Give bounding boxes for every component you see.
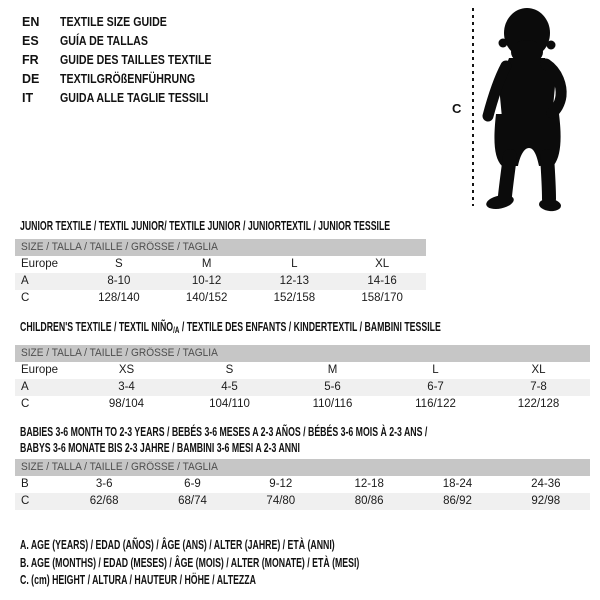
table-cell: M [201, 258, 212, 270]
height-measure-label: C [452, 101, 462, 116]
language-row [22, 89, 238, 108]
junior-section-title: JUNIOR TEXTILE / TEXTIL JUNIOR/ TEXTILE JUNIOR / JUNIORTEXTIL / JUNIOR TESSILE [20, 219, 391, 233]
row-label: C [21, 292, 30, 304]
row-label: B [21, 478, 29, 490]
table-cell: 18-24 [442, 478, 473, 490]
table-cell: 24-36 [531, 478, 561, 490]
table-cell: 9-12 [269, 478, 293, 490]
table-cell: XL [531, 364, 546, 376]
table-cell: 74/80 [266, 495, 296, 507]
language-title-block [22, 13, 238, 108]
table-cell: M [327, 364, 338, 376]
table-cell: 7-8 [530, 381, 547, 393]
table-cell: 86/92 [443, 495, 472, 507]
size-table-header-label: SIZE / TALLA / TAILLE / GRÖSSE / TAGLIA [21, 347, 218, 359]
legend-line-a: A. AGE (YEARS) / EDAD (AÑOS) / ÂGE (ANS) / ALTER (JAHRE) / ETÀ (ANNI) [20, 538, 335, 552]
children-title-sub: /A [173, 325, 180, 335]
children-title-pre: CHILDREN'S TEXTILE / TEXTIL NIÑO [20, 320, 174, 334]
table-cell: 128/140 [98, 292, 140, 304]
row-label: A [21, 381, 29, 393]
children-section-title [20, 319, 441, 338]
language-code: EN [22, 15, 40, 29]
table-cell: 6-9 [184, 478, 201, 490]
table-row-height [15, 396, 590, 413]
table-cell: 152/158 [273, 292, 316, 304]
measurement-legend [20, 537, 505, 590]
junior-size-table [15, 239, 426, 307]
table-cell: 92/98 [531, 495, 561, 507]
row-label: Europe [21, 364, 59, 376]
table-cell: 3-4 [118, 381, 135, 393]
height-measure-dotted-line [472, 8, 474, 206]
guide-title: GUIDE DES TAILLES TEXTILE [60, 53, 212, 67]
table-cell: XS [118, 364, 135, 376]
table-cell: 140/152 [185, 292, 228, 304]
table-cell: XL [375, 258, 390, 270]
language-code: IT [22, 91, 34, 105]
table-row-europe [15, 256, 426, 273]
table-cell: 12-13 [279, 275, 310, 287]
guide-title: TEXTILE SIZE GUIDE [60, 15, 167, 29]
table-cell: 14-16 [367, 275, 397, 287]
language-code: ES [22, 34, 39, 48]
size-table-header-label: SIZE / TALLA / TAILLE / GRÖSSE / TAGLIA [21, 241, 218, 253]
table-cell: 116/122 [415, 398, 456, 410]
table-cell: 10-12 [191, 275, 222, 287]
table-cell: 5-6 [324, 381, 341, 393]
table-cell: 8-10 [107, 275, 131, 287]
table-row-age [15, 273, 426, 290]
guide-title: TEXTILGRÖßENFÜHRUNG [60, 72, 196, 86]
language-row [22, 32, 238, 51]
size-table-header-bar [15, 239, 426, 256]
size-table-header-bar [15, 345, 590, 362]
table-row-height [15, 493, 590, 510]
table-cell: L [432, 364, 439, 376]
table-row-age-months [15, 476, 590, 493]
table-cell: L [291, 258, 298, 270]
table-cell: 104/110 [209, 398, 250, 410]
table-cell: 122/128 [517, 398, 560, 410]
table-cell: 12-18 [354, 478, 384, 490]
table-cell: 3-6 [95, 478, 113, 490]
legend-line-b: B. AGE (MONTHS) / EDAD (MESES) / ÂGE (MOIS) / ALTER (MONATE) / ETÀ (MESI) [20, 555, 360, 570]
babies-title-line1: BABIES 3-6 MONTH TO 2-3 YEARS / BEBÉS 3-6 MESES A 2-3 AÑOS / BÉBÉS 3-6 MOIS À 2-3 ANS / [20, 425, 428, 439]
table-cell: S [115, 258, 123, 270]
row-label: Europe [21, 258, 59, 270]
row-label: C [21, 398, 30, 410]
language-row [22, 70, 238, 89]
table-cell: 68/74 [178, 495, 207, 507]
size-table-header-bar [15, 459, 590, 476]
table-row-age [15, 379, 590, 396]
row-label: A [21, 275, 29, 287]
language-row [22, 51, 238, 70]
table-row-europe [15, 362, 590, 379]
children-title-post: / TEXTILE DES ENFANTS / KINDERTEXTIL / BAMBINI TESSILE [179, 320, 441, 334]
table-cell: 62/68 [89, 495, 119, 507]
baby-silhouette-image [482, 6, 574, 212]
guide-title: GUÍA DE TALLAS [60, 34, 148, 48]
table-cell: 4-5 [221, 381, 238, 393]
guide-title: GUIDA ALLE TAGLIE TESSILI [60, 91, 209, 105]
language-row [22, 13, 238, 32]
table-cell: 98/104 [108, 398, 145, 410]
children-size-table [15, 345, 590, 413]
table-cell: S [225, 364, 234, 376]
table-cell: 80/86 [354, 495, 384, 507]
babies-title-line2: BABYS 3-6 MONATE BIS 2-3 JAHRE / BAMBINI 3-6 MESI A 2-3 ANNI [20, 441, 300, 455]
language-code: DE [22, 72, 40, 86]
language-code: FR [22, 53, 39, 67]
table-cell: 110/116 [312, 398, 353, 410]
table-cell: 6-7 [427, 381, 444, 393]
table-row-height [15, 290, 426, 307]
legend-line-c: C. (cm) HEIGHT / ALTURA / HAUTEUR / HÖHE / ALTEZZA [20, 573, 256, 587]
babies-section-title [20, 424, 427, 456]
size-table-header-label: SIZE / TALLA / TAILLE / GRÖSSE / TAGLIA [21, 461, 218, 473]
babies-size-table [15, 459, 590, 510]
table-cell: 158/170 [361, 292, 403, 304]
row-label: C [21, 495, 30, 507]
